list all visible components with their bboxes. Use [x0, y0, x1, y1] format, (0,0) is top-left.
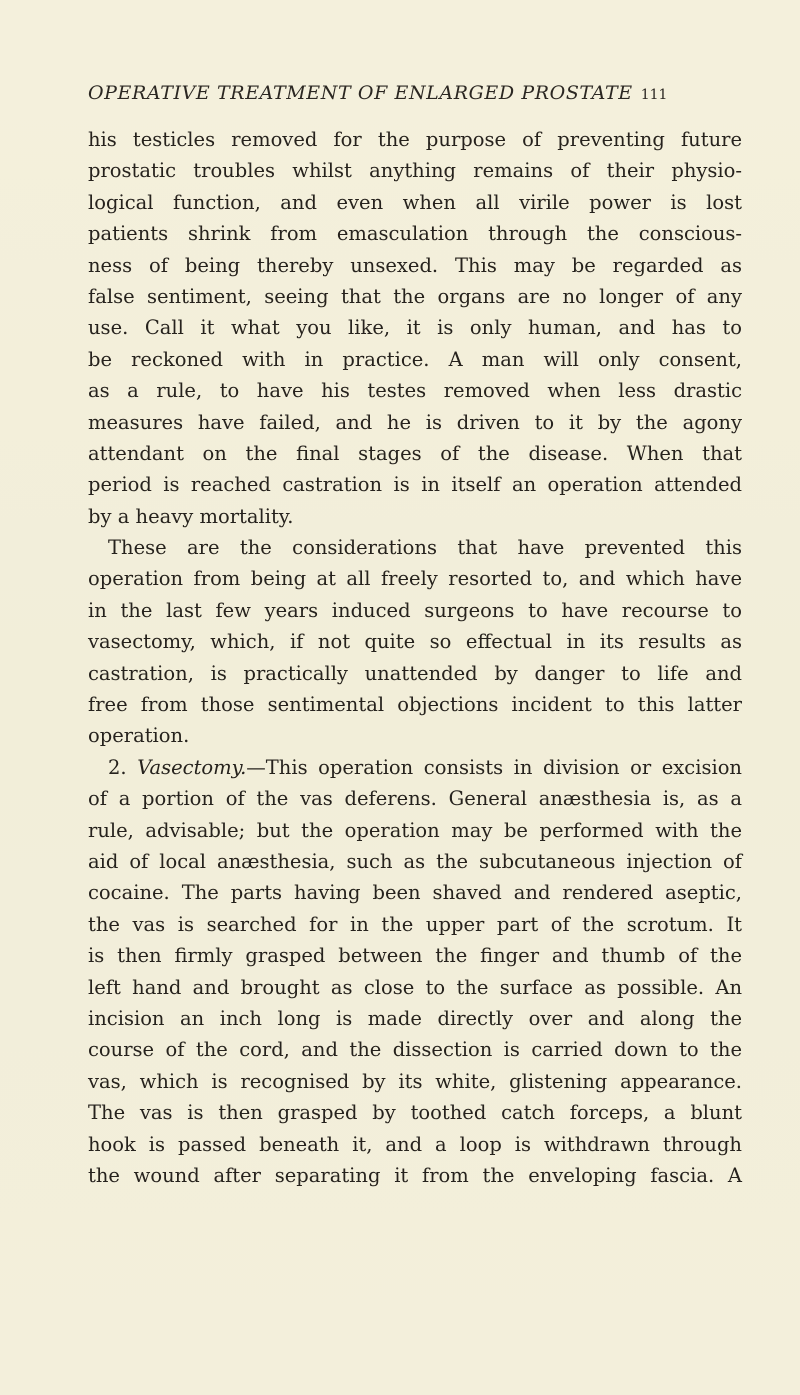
text-line: period is reached castration is in itself an operation attended [88, 473, 742, 497]
text-line: castration, is practically unattended by danger to life and [88, 661, 742, 685]
text-line: The vas is then grasped by toothed catch forceps, a blunt [88, 1101, 742, 1125]
text-line: operation. [88, 724, 190, 748]
body-text [88, 124, 742, 1191]
text-line: use. Call it what you like, it is only human, and has to [88, 316, 742, 340]
text-line: measures have failed, and he is driven to it by the agony [88, 410, 742, 434]
text-line: as a rule, to have his testes removed when less drastic [88, 379, 742, 403]
text-line: is then firmly grasped between the finger and thumb of the [88, 944, 742, 968]
text-line: vas, which is recognised by its white, glistening appearance. [88, 1069, 742, 1093]
text-line: vasectomy, which, if not quite so effectual in its results as [88, 630, 742, 654]
text-line: free from those sentimental objections incident to this latter [88, 693, 742, 717]
text-line: ness of being thereby unsexed. This may be regarded as [88, 253, 742, 277]
text-line: attendant on the final stages of the disease. When that [88, 441, 742, 465]
text-line: rule, advisable; but the operation may be performed with the [88, 818, 742, 842]
text-line: his testicles removed for the purpose of preventing future [88, 128, 742, 151]
text-line: These are the considerations that have prevented this [108, 536, 742, 560]
text-line: of a portion of the vas deferens. General anæsthesia is, as a [88, 787, 742, 811]
text-line: in the last few years induced surgeons to have recourse to [88, 598, 742, 622]
text-line: prostatic troubles whilst anything remains of their physio- [88, 159, 742, 183]
text-line: false sentiment, seeing that the organs are no longer of any [88, 284, 742, 308]
page-number: 111 [640, 87, 668, 103]
text-line: course of the cord, and the dissection is carried down to the [88, 1038, 742, 1062]
text-line: cocaine. The parts having been shaved and rendered aseptic, [88, 881, 742, 905]
section-heading: Vasectomy. [137, 755, 247, 779]
section-heading-line [88, 752, 742, 783]
text-line: by a heavy mortality. [88, 504, 294, 528]
text-line: logical function, and even when all virile power is lost [88, 190, 742, 214]
text-line: left hand and brought as close to the surface as possible. An [88, 975, 742, 999]
text-line: aid of local anæsthesia, such as the subcutaneous injection of [88, 849, 742, 873]
text-line: the vas is searched for in the upper part of the scrotum. It [88, 912, 742, 936]
text-line: the wound after separating it from the enveloping fascia. A [88, 1163, 742, 1187]
running-head-title: OPERATIVE TREATMENT OF ENLARGED PROSTATE [88, 82, 633, 104]
text-line: be reckoned with in practice. A man will only consent, [88, 347, 742, 371]
section-lead-text: —This operation consists in division or excision [246, 755, 742, 779]
running-head [88, 82, 738, 104]
section-number: 2. [108, 755, 127, 779]
text-line: hook is passed beneath it, and a loop is withdrawn through [88, 1132, 742, 1156]
text-line: incision an inch long is made directly over and along the [88, 1006, 742, 1030]
text-line: operation from being at all freely resorted to, and which have [88, 567, 742, 591]
text-line: patients shrink from emasculation through the conscious- [88, 222, 742, 246]
